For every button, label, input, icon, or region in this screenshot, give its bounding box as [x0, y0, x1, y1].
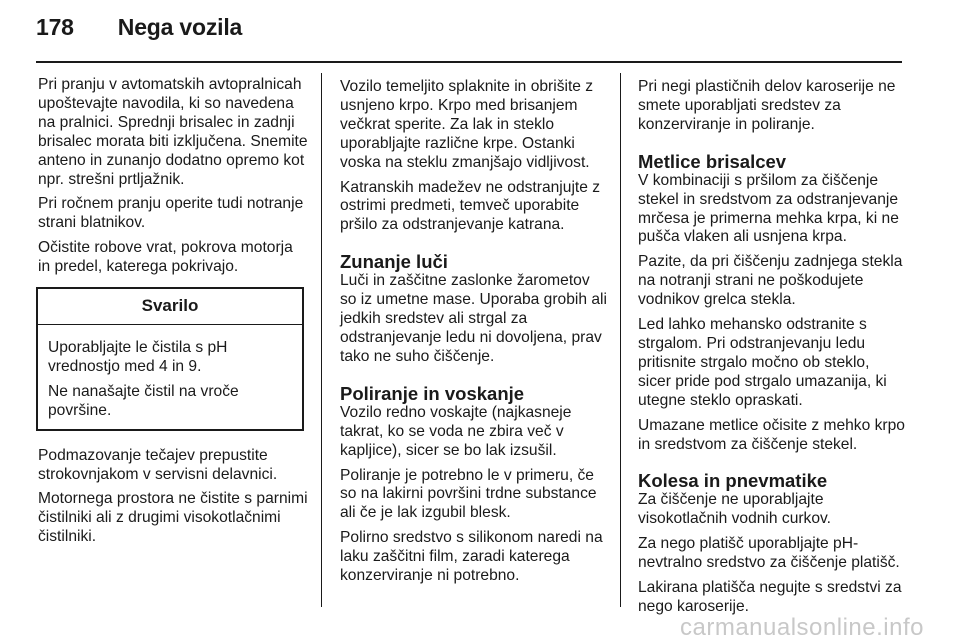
warning-box — [36, 287, 304, 431]
warning-text: Uporabljajte le čistila s pH vrednostjo med 4 in 9. — [48, 338, 228, 375]
header-rule — [36, 61, 902, 63]
column-divider — [321, 73, 322, 607]
paragraph: Podmazovanje tečajev prepustite strokovnjakom v servisni delavnici. — [38, 446, 278, 483]
column-1 — [38, 76, 308, 553]
section-heading: Kolesa in pnevmatike — [638, 470, 828, 492]
section-heading: Metlice brisalcev — [638, 150, 787, 172]
paragraph: Pri pranju v avtomatskih avtopralnicah upoštevajte navodila, ki so navedena na pralnici. Sprednji brisalec in zadnji brisalec morata biti izključena. Snemite anteno in zunanjo dodatno opremo kot npr. strešni prtljažnik. — [38, 76, 308, 188]
column-2 — [340, 78, 608, 592]
column-divider — [620, 73, 621, 607]
warning-title: Svarilo — [38, 289, 302, 325]
paragraph: Očistite robove vrat, pokrova motorja in predel, katerega pokrivajo. — [38, 239, 293, 276]
paragraph: Vozilo redno voskajte (najkasneje takrat, ko se voda ne zbira več v kapljice), sicer se bo lak izsušil. — [340, 403, 572, 459]
paragraph: Polirno sredstvo s silikonom naredi na laku zaščitni film, zaradi katerega konzerviranje ni potrebno. — [340, 529, 603, 585]
column-3 — [638, 78, 906, 623]
section-heading: Zunanje luči — [340, 251, 448, 273]
paragraph: Poliranje je potrebno le v primeru, če so na lakirni površini trdne substance ali če je lak izgubil blesk. — [340, 466, 597, 522]
paragraph: Za čiščenje ne uporabljajte visokotlačnih vodnih curkov. — [638, 491, 831, 528]
paragraph: Pazite, da pri čiščenju zadnjega stekla na notranji strani ne poškodujete vodnikov grelca stekla. — [638, 253, 903, 309]
paragraph: Vozilo temeljito splaknite in obrišite z usnjeno krpo. Krpo med brisanjem večkrat sperite. Za lak in steklo uporabljajte različne krpe. Ostanki voska na steklu zmanjšajo vidljivost. — [340, 78, 594, 171]
warning-text: Ne nanašajte čistil na vroče površine. — [48, 382, 239, 419]
paragraph: Pri ročnem pranju operite tudi notranje strani blatnikov. — [38, 195, 304, 232]
page-title: Nega vozila — [117, 14, 243, 40]
paragraph: Umazane metlice očisite z mehko krpo in sredstvom za čiščenje stekel. — [638, 416, 905, 453]
page-header — [36, 14, 242, 41]
section-heading: Poliranje in voskanje — [340, 382, 525, 404]
paragraph: Luči in zaščitne zaslonke žarometov so iz umetne mase. Uporaba grobih ali jedkih sredstev ali strgal za odstranjevanje ledu ni dovoljena, prav tako ne suho čiščenje. — [340, 272, 607, 365]
paragraph: Za nego platišč uporabljajte pH-nevtralno sredstvo za čiščenje platišč. — [638, 535, 900, 572]
paragraph: Motornega prostora ne čistite s parnimi čistilniki ali z drugimi visokotlačnimi čistilniki. — [38, 490, 308, 546]
watermark: carmanualsonline.info — [680, 614, 924, 641]
paragraph: Lakirana platišča negujte s sredstvi za nego karoserije. — [638, 579, 902, 615]
paragraph: Led lahko mehansko odstranite s strgalom. Pri odstranjevanju ledu pritisnite strgalo močno ob steklo, sicer pride pod strgalo umazanija, ki utegne steklo opraskati. — [638, 316, 887, 409]
paragraph: Pri negi plastičnih delov karoserije ne smete uporabljati sredstev za konzerviranje in poliranje. — [638, 78, 896, 133]
paragraph: Katranskih madežev ne odstranjujte z ostrimi predmeti, temveč uporabite pršilo za odstranjevanje katrana. — [340, 178, 601, 234]
page-number: 178 — [36, 14, 74, 40]
paragraph: V kombinaciji s pršilom za čiščenje stekel in sredstvom za odstranjevanje mrčesa je primerna mehka krpa, ki ne pušča vlaken ali usnjena krpa. — [638, 171, 899, 246]
